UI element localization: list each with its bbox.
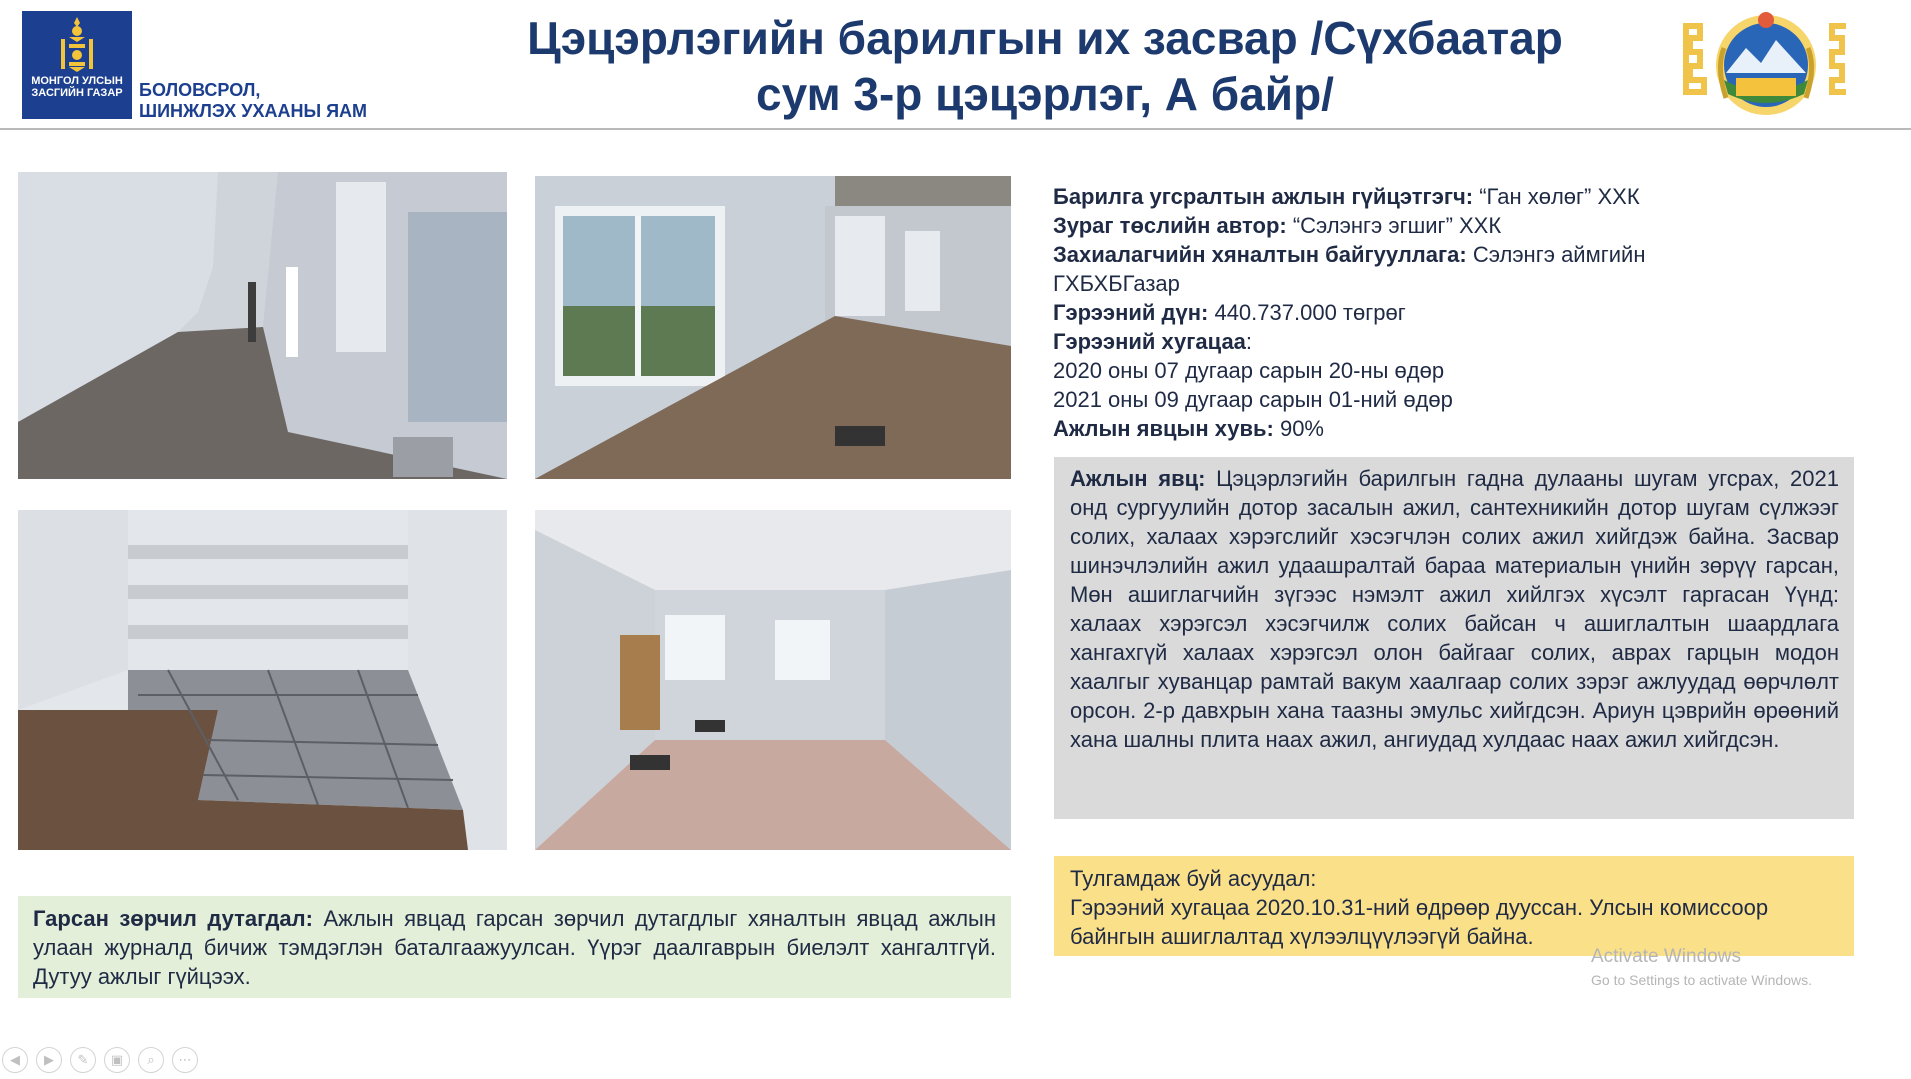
photo-empty-room xyxy=(535,510,1011,850)
term-label: Гэрээний хугацаа xyxy=(1053,329,1246,354)
photo-bathroom-tiles xyxy=(18,510,507,850)
ministry-line-1: БОЛОВСРОЛ, xyxy=(139,80,261,100)
title-line-1: Цэцэрлэгийн барилгын их засвар /Сүхбаатар xyxy=(527,12,1563,64)
progress-label: Ажлын явц: xyxy=(1070,466,1206,491)
term-start: 2020 оны 07 дугаар сарын 20-ны өдөр xyxy=(1053,358,1445,383)
government-logo xyxy=(22,11,132,119)
activate-windows-title: Activate Windows xyxy=(1591,946,1741,967)
next-slide-button[interactable]: ▶ xyxy=(36,1047,62,1073)
amount-value: 440.737.000 төгрөг xyxy=(1208,300,1406,325)
photo-corridor xyxy=(18,172,507,479)
ministry-line-2: ШИНЖЛЭХ УХААНЫ ЯАМ xyxy=(139,101,368,121)
slideshow-toolbar xyxy=(2,1047,198,1073)
more-options-button[interactable]: ⋯ xyxy=(172,1047,198,1073)
supervisor-label: Захиалагчийн хяналтын байгууллага: xyxy=(1053,242,1467,267)
photo-classroom-windows xyxy=(535,176,1011,479)
activate-windows-subtitle[interactable]: Go to Settings to activate Windows. xyxy=(1591,972,1812,988)
percent-label: Ажлын явцын хувь: xyxy=(1053,416,1274,441)
contractor-line xyxy=(1053,182,1713,211)
right-ornament-icon xyxy=(1832,26,1846,92)
amount-line xyxy=(1053,298,1713,327)
designer-value: “Сэлэнгэ эгшиг” ХХК xyxy=(1286,213,1502,238)
percent-value: 90% xyxy=(1273,416,1324,441)
left-ornament-icon xyxy=(1686,26,1704,92)
logo-line-2: ЗАСГИЙН ГАЗАР xyxy=(31,87,123,99)
logo-line-1: МОНГОЛ УЛСЫН xyxy=(31,75,123,87)
contractor-label: Барилга угсралтын ажлын гүйцэтгэгч: xyxy=(1053,184,1474,209)
issue-label: Тулгамдаж буй асуудал: xyxy=(1070,866,1317,891)
previous-slide-button[interactable]: ◀ xyxy=(2,1047,28,1073)
issue-text: Гэрээний хугацаа 2020.10.31-ний өдрөөр дууссан. Улсын комиссоор байнгын ашиглалтад хүлээлцүүлээгүй байна. xyxy=(1070,895,1769,949)
pen-tool-button[interactable]: ✎ xyxy=(70,1047,96,1073)
work-progress-box xyxy=(1054,457,1854,819)
violations-box xyxy=(18,896,1011,998)
supervisor-line xyxy=(1053,240,1713,298)
supervisor-value: Сэлэнгэ аймгийн ГХБХБГазар xyxy=(1053,242,1646,296)
soyombo-icon xyxy=(55,15,99,73)
ministry-name xyxy=(139,80,367,122)
term-line xyxy=(1053,327,1713,356)
pressing-issue-box xyxy=(1054,856,1854,956)
title-line-2: сум 3-р цэцэрлэг, А байр/ xyxy=(756,68,1334,120)
term-end: 2021 оны 09 дугаар сарын 01-ний өдөр xyxy=(1053,387,1453,412)
percent-line xyxy=(1053,414,1713,443)
state-emblem xyxy=(1676,8,1856,123)
see-all-slides-button[interactable]: ▣ xyxy=(104,1047,130,1073)
contractor-value: “Ган хөлөг” ХХК xyxy=(1473,184,1640,209)
designer-label: Зураг төслийн автор: xyxy=(1053,213,1287,238)
project-info xyxy=(1053,182,1713,443)
zoom-button[interactable]: ⌕ xyxy=(138,1047,164,1073)
fault-label: Гарсан зөрчил дутагдал: xyxy=(33,906,313,931)
slide-title xyxy=(420,10,1670,122)
term-colon: : xyxy=(1245,329,1253,354)
header-divider xyxy=(0,128,1911,130)
amount-label: Гэрээний дүн: xyxy=(1053,300,1209,325)
progress-text: Цэцэрлэгийн барилгын гадна дулааны шугам угсрах, 2021 онд сургуулийн дотор засалын ажил, сантехникийн дотор шугам сүлжээг солих, халаах хэрэгслийг хэсэгчлэн солих ажил хийгдэж байна. Засвар шинэчлэлийн ажил удаашралтай бараа материалын үнийн зөрүү гарсан, Мөн ашиглагчийн зүгээс нэмэлт ажил хийлгэх хүсэлт гаргасан Үүнд: халаах хэрэгсэл хэсэгчилж солих байсан ч ашиглалтын шаардлага хангахгүй халаах хэрэгсэл олон байгааг солих, аврах гарцын модон хаалгыг хуванцар рамтай вакум хаалгаар солих зэрэг ажлуудад өөрчлөлт орсон. 2-р давхрын хана таазны эмульс хийгдсэн. Ариун цэврийн өрөөний хана шалны плита наах ажил, ангиудад хулдаас наах ажил хийгдсэн. xyxy=(1070,466,1839,752)
designer-line xyxy=(1053,211,1713,240)
fault-text: Ажлын явцад гарсан зөрчил дутагдлыг хяналтын явцад ажлын улаан журналд бичиж тэмдэглэн баталгаажуулсан. Үүрэг даалгаврын биелэлт хангалтгүй. Дутуу ажлыг гүйцээх. xyxy=(33,906,996,989)
